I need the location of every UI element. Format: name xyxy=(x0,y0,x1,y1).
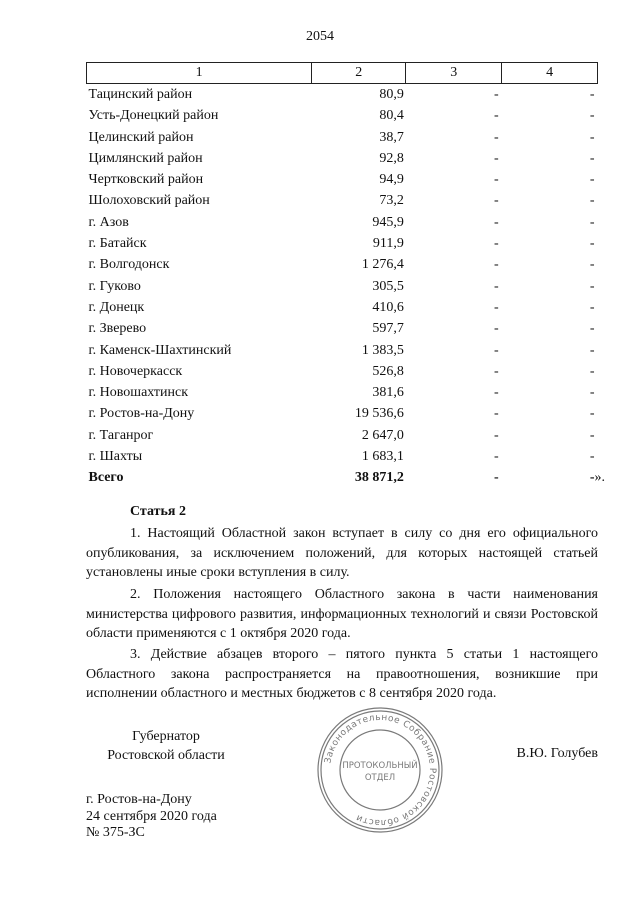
row-col3: - xyxy=(493,150,499,166)
row-value: 1 276,4 xyxy=(361,257,404,273)
row-name: Цимлянский район xyxy=(88,150,203,166)
table-row xyxy=(87,382,598,403)
row-col4: - xyxy=(589,87,595,102)
row-col3: - xyxy=(493,172,499,188)
total-col4 xyxy=(502,467,605,488)
total-col3: - xyxy=(493,470,499,486)
row-col3: - xyxy=(493,236,499,252)
signatory-name: В.Ю. Голубев xyxy=(516,746,598,761)
row-value: 526,8 xyxy=(372,363,404,379)
row-name: г. Шахты xyxy=(88,449,143,465)
signatory-title-line-1: Губернатор xyxy=(132,729,200,744)
row-value: 92,8 xyxy=(379,150,404,166)
row-value: 911,9 xyxy=(372,236,404,252)
document-footer xyxy=(86,792,217,842)
row-col4: - xyxy=(589,193,595,209)
row-col3: - xyxy=(493,129,499,145)
row-col3: - xyxy=(493,321,499,337)
row-col3: - xyxy=(493,299,499,315)
row-col4: - xyxy=(589,449,595,465)
total-closing-quote: ». xyxy=(594,470,605,486)
row-col3: - xyxy=(493,342,499,358)
row-value: 381,6 xyxy=(372,385,404,401)
row-col4: - xyxy=(589,299,595,315)
total-label: Всего xyxy=(88,470,124,486)
row-col4: - xyxy=(589,385,595,401)
table-header-row xyxy=(87,63,598,84)
row-name: Целинский район xyxy=(88,129,194,145)
row-value: 597,7 xyxy=(372,321,404,337)
row-name: г. Волгодонск xyxy=(88,257,170,273)
table-row xyxy=(87,212,598,233)
row-col3: - xyxy=(493,427,499,443)
table-body xyxy=(87,84,605,489)
row-value: 1 683,1 xyxy=(361,449,404,465)
signatory-title xyxy=(86,727,246,765)
seal-inner-text-line-1: ПРОТОКОЛЬНЫЙ xyxy=(342,761,418,771)
table-row xyxy=(87,254,598,275)
row-col4: - xyxy=(589,108,595,124)
seal-inner-text-line-2: ОТДЕЛ xyxy=(364,773,396,783)
table-row xyxy=(87,233,598,254)
row-col4: - xyxy=(589,150,595,166)
row-value: 38,7 xyxy=(379,129,404,145)
row-name: г. Ростов-на-Дону xyxy=(88,406,195,422)
article-paragraph-2: 2. Положения настоящего Областного закона в части наименования министерства цифрового развития, информационных технологий и связи Ростовской области применяются с 1 октября 2020 года. xyxy=(86,587,598,641)
row-value: 1 383,5 xyxy=(361,342,404,358)
row-name: г. Гуково xyxy=(88,278,141,294)
row-value: 80,4 xyxy=(379,108,404,124)
row-name: г. Новошахтинск xyxy=(88,385,189,401)
official-seal-icon xyxy=(315,705,445,835)
row-col3: - xyxy=(493,87,499,102)
page-number: 2054 xyxy=(306,29,334,44)
column-header-1: 1 xyxy=(87,63,312,84)
row-name: г. Азов xyxy=(88,214,129,230)
row-col4: - xyxy=(589,427,595,443)
table-row xyxy=(87,425,598,446)
row-name: Чертковский район xyxy=(88,172,204,188)
row-col4: - xyxy=(589,236,595,252)
row-value: 73,2 xyxy=(379,193,404,209)
row-name: г. Зверево xyxy=(88,321,147,337)
table-row xyxy=(87,446,598,467)
article-paragraph-3: 3. Действие абзацев второго – пятого пункта 5 статьи 1 настоящего Областного закона распространяется на правоотношения, возникшие при исполнении областного и местных бюджетов с 8 сентября 2020 года. xyxy=(86,647,598,701)
footer-city: г. Ростов-на-Дону xyxy=(86,792,192,807)
signatory-title-line-2: Ростовской области xyxy=(107,748,225,763)
row-col3: - xyxy=(493,214,499,230)
row-col3: - xyxy=(493,385,499,401)
row-value: 305,5 xyxy=(372,278,404,294)
table-row xyxy=(87,297,598,318)
footer-number: № 375-ЗС xyxy=(86,825,145,840)
row-col4: - xyxy=(589,257,595,273)
row-col3: - xyxy=(493,278,499,294)
article-paragraph-1: 1. Настоящий Областной закон вступает в силу со дня его официального опубликования, за исключением положений, для которых настоящей статьей установлены иные сроки вступления в силу. xyxy=(86,526,598,580)
row-col4: - xyxy=(589,278,595,294)
row-col4: - xyxy=(589,363,595,379)
column-header-3: 3 xyxy=(406,63,502,84)
table-row xyxy=(87,127,598,148)
row-col4: - xyxy=(589,129,595,145)
row-col4: - xyxy=(589,342,595,358)
table-row xyxy=(87,318,598,339)
budget-table xyxy=(86,62,605,489)
row-col4: - xyxy=(589,214,595,230)
row-name: Усть-Донецкий район xyxy=(88,108,219,124)
table-row xyxy=(87,276,598,297)
table-row xyxy=(87,84,598,106)
row-col3: - xyxy=(493,193,499,209)
table-row xyxy=(87,148,598,169)
row-name: г. Батайск xyxy=(88,236,147,252)
row-value: 2 647,0 xyxy=(361,427,404,443)
row-value: 19 536,6 xyxy=(354,406,404,422)
row-col3: - xyxy=(493,449,499,465)
row-value: 94,9 xyxy=(379,172,404,188)
footer-date: 24 сентября 2020 года xyxy=(86,808,217,824)
table-total-row xyxy=(87,467,598,488)
seal-outer-text: Законодательное Собрание Ростовской области xyxy=(323,712,438,828)
row-col4: - xyxy=(589,321,595,337)
row-value: 80,9 xyxy=(379,87,404,102)
total-value: 38 871,2 xyxy=(354,470,404,486)
column-header-2: 2 xyxy=(312,63,406,84)
row-col3: - xyxy=(493,406,499,422)
row-name: Тацинский район xyxy=(88,87,193,102)
row-name: Шолоховский район xyxy=(88,193,210,209)
table-row xyxy=(87,169,598,190)
table-row xyxy=(87,105,598,126)
table-row xyxy=(87,361,598,382)
row-col4: - xyxy=(589,406,595,422)
article-heading: Статья 2 xyxy=(130,504,186,519)
row-name: г. Донецк xyxy=(88,299,145,315)
row-value: 410,6 xyxy=(372,299,404,315)
row-col3: - xyxy=(493,257,499,273)
row-name: г. Таганрог xyxy=(88,427,154,443)
row-value: 945,9 xyxy=(372,214,404,230)
total-col4-value: - xyxy=(589,470,595,486)
row-name: г. Каменск-Шахтинский xyxy=(88,342,232,358)
row-col3: - xyxy=(493,363,499,379)
table-row xyxy=(87,340,598,361)
column-header-4: 4 xyxy=(502,63,598,84)
row-col4: - xyxy=(589,172,595,188)
table-row xyxy=(87,190,598,211)
row-name: г. Новочеркасск xyxy=(88,363,183,379)
table-row xyxy=(87,403,598,424)
row-col3: - xyxy=(493,108,499,124)
